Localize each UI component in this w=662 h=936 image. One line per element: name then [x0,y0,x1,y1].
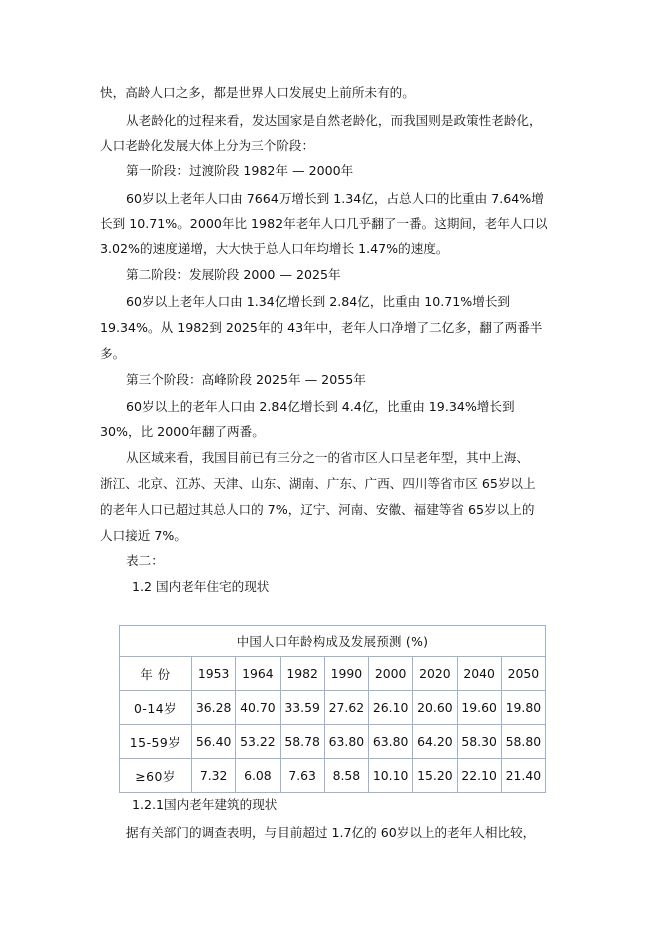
year-header: 1953 [192,657,236,691]
table-cell: 58.78 [280,725,324,759]
year-header: 1964 [236,657,280,691]
table-cell: 22.10 [457,759,501,793]
row-label: 15-59岁 [120,725,192,759]
stage-heading: 第三个阶段：高峰阶段 2025年 — 2055年 [126,372,366,387]
stage-heading: 第一阶段：过渡阶段 1982年 — 2000年 [126,163,354,178]
year-header: 1982 [280,657,324,691]
table-cell: 53.22 [236,725,280,759]
paragraph-line: 浙江、北京、江苏、天津、山东、湖南、广东、广西、四川等省市区 65岁以上 [100,476,536,491]
table-caption: 中国人口年龄构成及发展预测 (%) [120,626,546,657]
table-cell: 58.30 [457,725,501,759]
section-heading: 1.2.1国内老年建筑的现状 [132,797,278,812]
paragraph-line: 人口接近 7%。 [100,528,187,543]
table-row [120,759,546,793]
table-cell: 7.32 [192,759,236,793]
population-table [119,625,546,793]
table-row [120,725,546,759]
table-cell: 58.80 [501,725,545,759]
paragraph-line: 60岁以上老年人口由 1.34亿增长到 2.84亿，比重由 10.71%增长到 [126,294,511,309]
table-cell: 64.20 [413,725,457,759]
table-cell: 63.80 [369,725,413,759]
table-cell: 19.80 [501,691,545,725]
paragraph-line: 长到 10.71%。2000年比 1982年老年人口几乎翻了一番。这期间，老年人口以 [100,216,548,231]
row-label: 0-14岁 [120,691,192,725]
year-header: 2000 [369,657,413,691]
year-header: 2040 [457,657,501,691]
year-header: 2050 [501,657,545,691]
paragraph-line: 快，高龄人口之多，都是世界人口发展史上前所未有的。 [100,85,415,100]
table-header-row [120,657,546,691]
paragraph-line: 3.02%的速度递增，大大快于总人口年均增长 1.47%的速度。 [100,241,449,256]
stage-heading: 第二阶段：发展阶段 2000 — 2025年 [126,267,341,282]
paragraph-line: 30%，比 2000年翻了两番。 [100,424,265,439]
paragraph-line: 19.34%。从 1982到 2025年的 43年中，老年人口净增了二亿多，翻了两番半 [100,320,543,335]
table-cell: 40.70 [236,691,280,725]
table-cell: 6.08 [236,759,280,793]
table-cell: 36.28 [192,691,236,725]
table-header-label: 年 份 [120,657,192,691]
table-label: 表二： [126,553,164,568]
row-label: ≥60岁 [120,759,192,793]
table-cell: 56.40 [192,725,236,759]
table-cell: 21.40 [501,759,545,793]
table-cell: 33.59 [280,691,324,725]
paragraph-line: 60岁以上老年人口由 7664万增长到 1.34亿，占总人口的比重由 7.64%增 [126,191,544,206]
table-row [120,691,546,725]
table-cell: 19.60 [457,691,501,725]
paragraph-line: 60岁以上的老年人口由 2.84亿增长到 4.4亿，比重由 19.34%增长到 [126,399,515,414]
table-cell: 26.10 [369,691,413,725]
year-header: 2020 [413,657,457,691]
table-cell: 20.60 [413,691,457,725]
table-cell: 63.80 [324,725,368,759]
table-cell: 15.20 [413,759,457,793]
paragraph-line: 从区域来看，我国目前已有三分之一的省市区人口呈老年型，其中上海、 [126,450,529,465]
paragraph-line: 多。 [100,346,126,361]
paragraph-line: 的老年人口已超过其总人口的 7%，辽宁、河南、安徽、福建等省 65岁以上的 [100,502,535,517]
section-heading: 1.2 国内老年住宅的现状 [132,579,270,594]
paragraph-line: 人口老龄化发展大体上分为三个阶段： [100,138,315,153]
table-cell: 10.10 [369,759,413,793]
year-header: 1990 [324,657,368,691]
table-cell: 8.58 [324,759,368,793]
paragraph-line: 从老龄化的过程来看，发达国家是自然老龄化，而我国则是政策性老龄化， [126,113,542,128]
table-cell: 7.63 [280,759,324,793]
table-cell: 27.62 [324,691,368,725]
paragraph-line: 据有关部门的调查表明，与目前超过 1.7亿的 60岁以上的老年人相比较， [126,825,536,840]
